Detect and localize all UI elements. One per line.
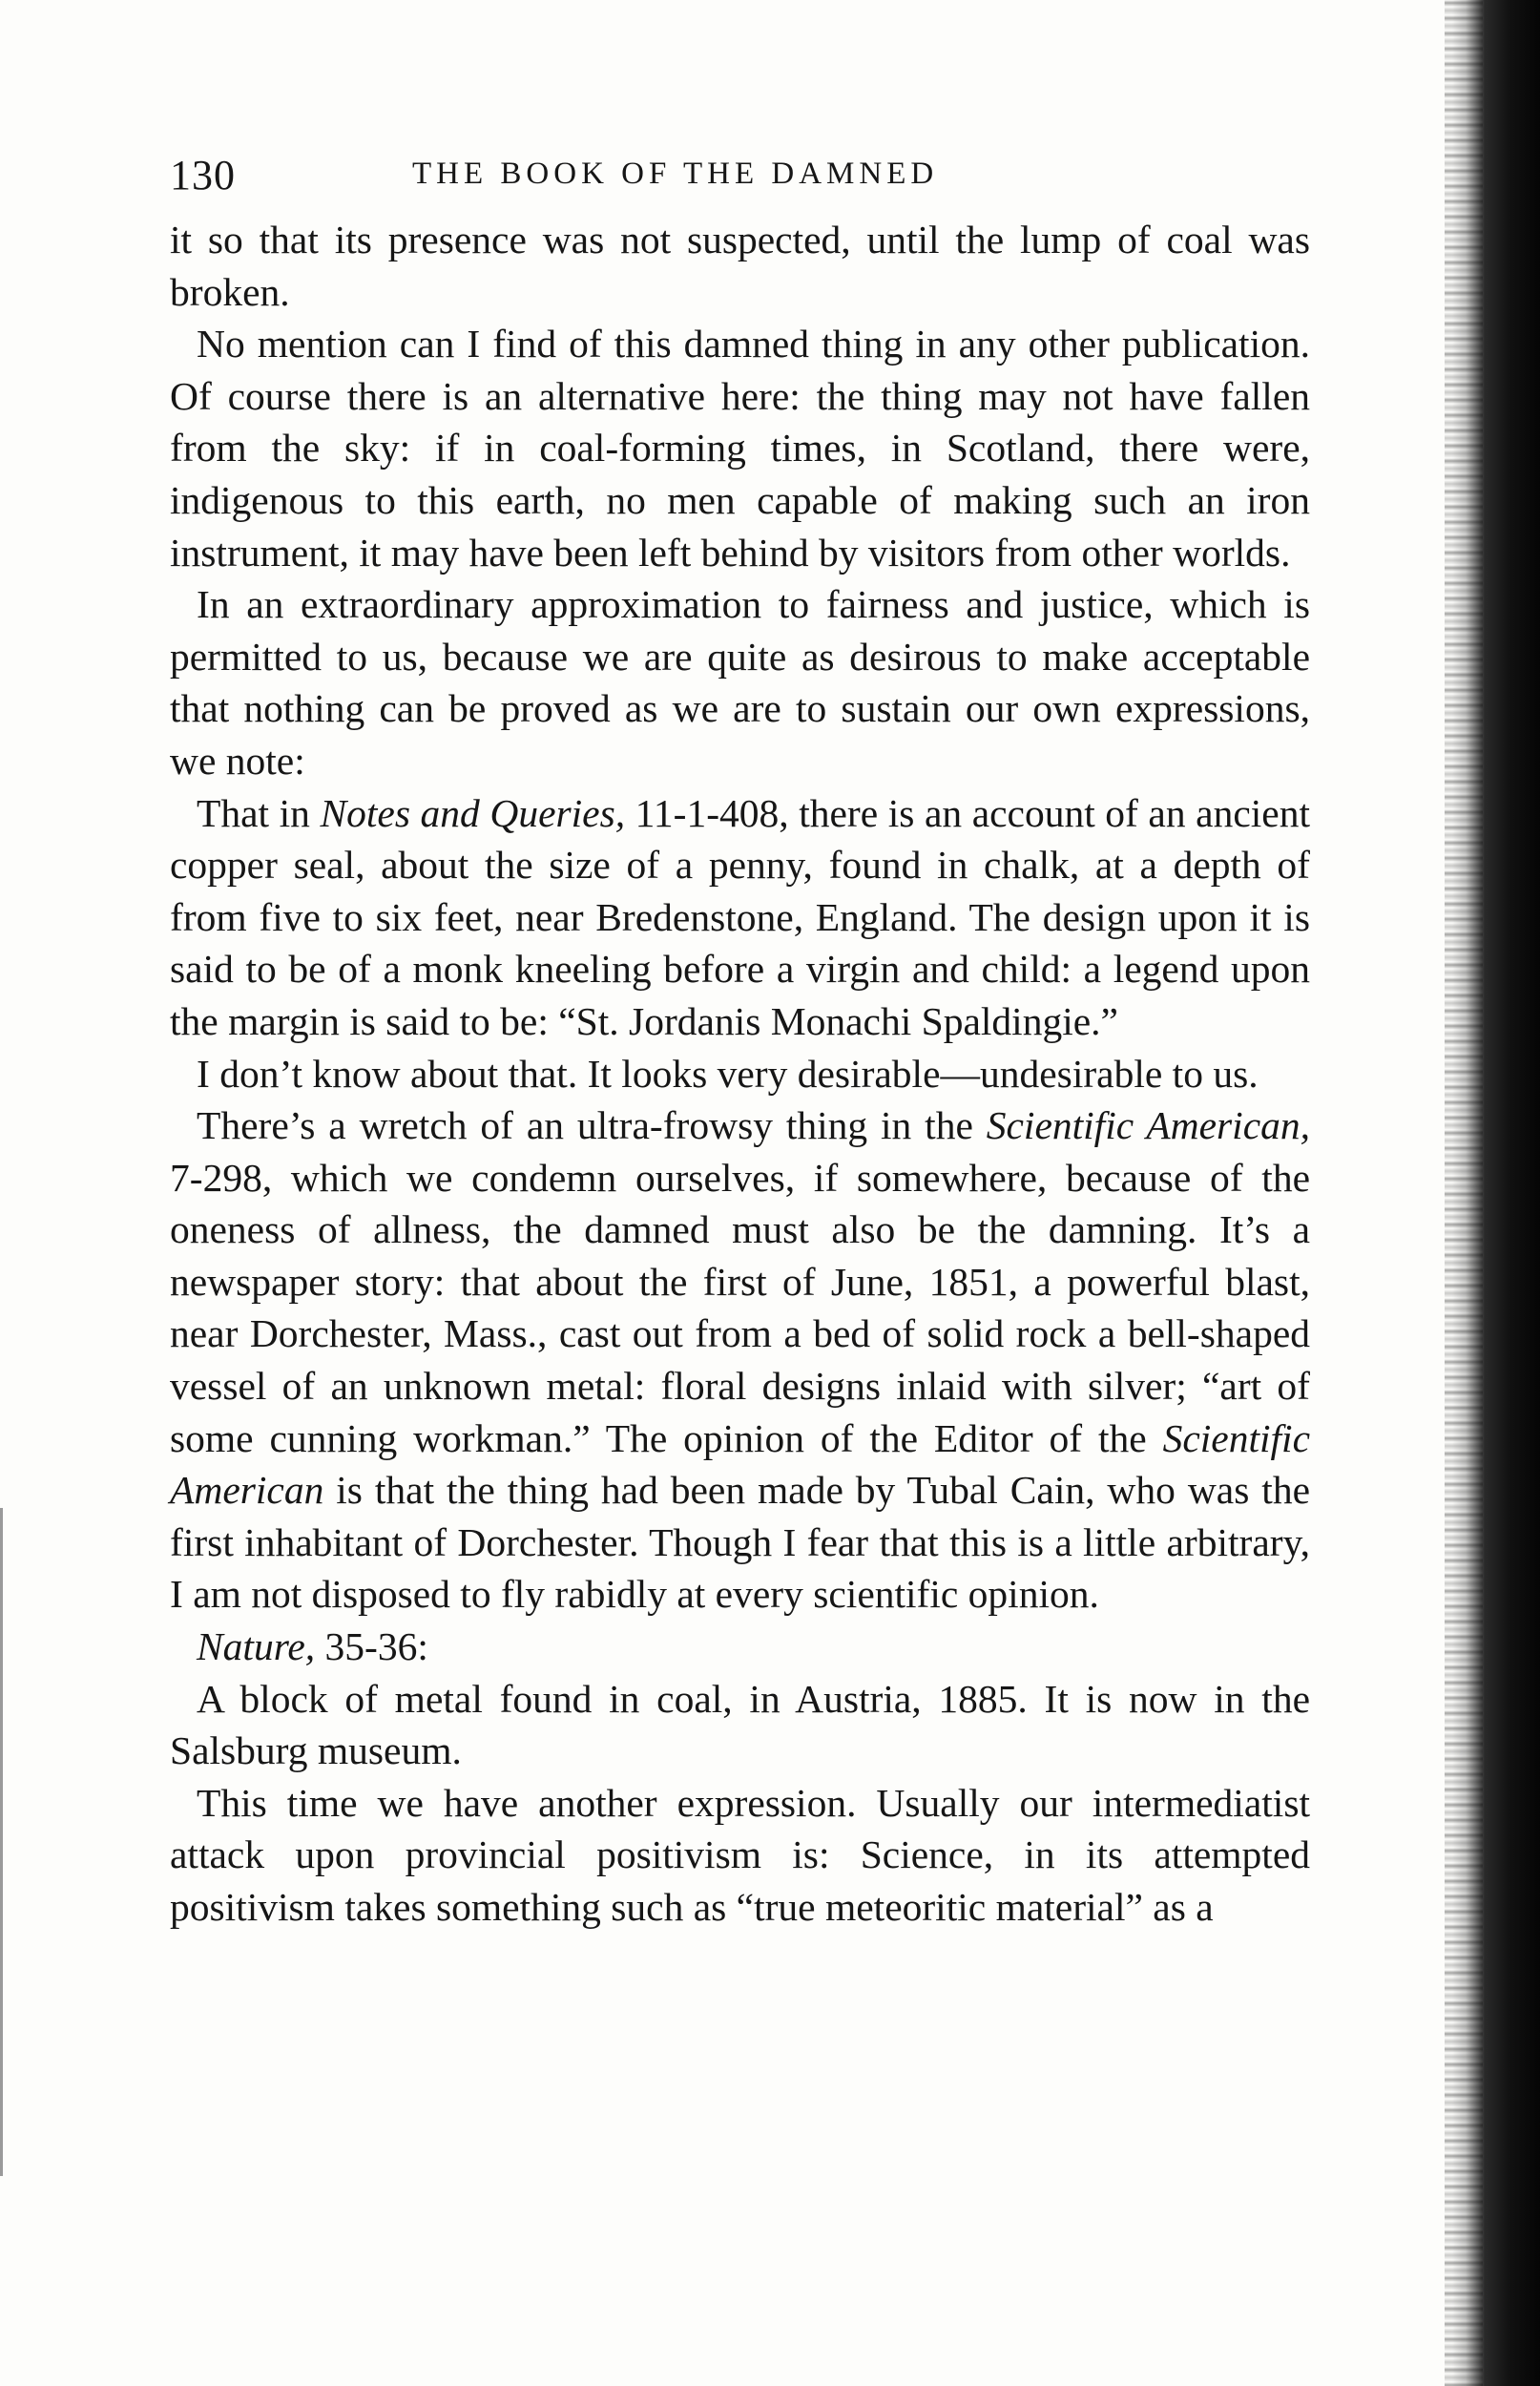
paragraph-6-text-middle: 7-298, which we condemn ourselves, if somewhere, because of the oneness of allness, the damned must also be the damning. It’s a newspaper story: that about the first of June, 1851, a powerful blast, near Dorchester, Mass., cast out from a bed of solid rock a bell-shaped vessel of an unknown metal: floral designs inlaid with silver; “art of some cunning workman.” The opinion of the Editor of the — [170, 1155, 1310, 1460]
book-spine-texture — [1445, 0, 1483, 2386]
paragraph-6-text-after: is that the thing had been made by Tubal Cain, who was the first inhabitant of Dorchester. Though I fear that this is a little arbitrary, I am not disposed to fly rabidly at every scientific opinion. — [170, 1468, 1310, 1617]
paragraph-2: No mention can I find of this damned thing in any other publication. Of course there is an alternative here: the thing may not have fallen from the sky: if in coal-forming times, in Scotland, there were, indigenous to this earth, no men capable of making such an iron instrument, it may have been left behind by visitors from other worlds. — [170, 322, 1310, 575]
paragraph-8: A block of metal found in coal, in Austria, 1885. It is now in the Salsburg museum. — [170, 1676, 1310, 1773]
paragraph-5: I don’t know about that. It looks very desirable—undesirable to us. — [197, 1051, 1259, 1096]
paragraph-4-text-before: That in — [197, 790, 321, 835]
citation-notes-and-queries: Notes and Queries, — [320, 790, 626, 835]
page-header — [170, 151, 1324, 208]
paragraph-6 — [170, 1099, 1310, 1621]
page-left-edge-shadow — [0, 1508, 3, 2176]
page-number: 130 — [170, 152, 236, 199]
paragraph-9: This time we have another expression. Usually our intermediatist attack upon provincial positivism is: Science, in its attempted positivism takes something such as “true meteoritic material” as a — [170, 1780, 1310, 1929]
paragraph-3: In an extraordinary approximation to fairness and justice, which is permitted to us, because we are quite as desirous to make acceptable that nothing can be proved as we are to sustain our own expressions, we note: — [170, 582, 1310, 783]
citation-scientific-american-1: Scientific American, — [986, 1103, 1310, 1148]
paragraph-7 — [170, 1621, 1310, 1673]
paragraph-6-text-before: There’s a wretch of an ultra-frowsy thing in the — [197, 1103, 987, 1148]
paragraph-4-text-after: 11-1-408, there is an account of an ancient copper seal, about the size of a penny, found in chalk, at a depth of from five to six feet, near Bredenstone, England. The design upon it is said to be of a monk kneeling before a virgin and child: a legend upon the margin is said to be: “St. Jordanis Monachi Spaldingie.” — [170, 790, 1310, 1043]
body-text — [170, 214, 1310, 1934]
citation-nature: Nature, — [197, 1624, 316, 1669]
paragraph-4 — [170, 787, 1310, 1048]
citation-scientific-american-2: Scientific American — [170, 1415, 1310, 1513]
running-head: THE BOOK OF THE DAMNED — [412, 157, 939, 191]
paragraph-1: it so that its presence was not suspected, until the lump of coal was broken. — [170, 218, 1310, 314]
paragraph-7-text-after: 35-36: — [315, 1624, 428, 1669]
